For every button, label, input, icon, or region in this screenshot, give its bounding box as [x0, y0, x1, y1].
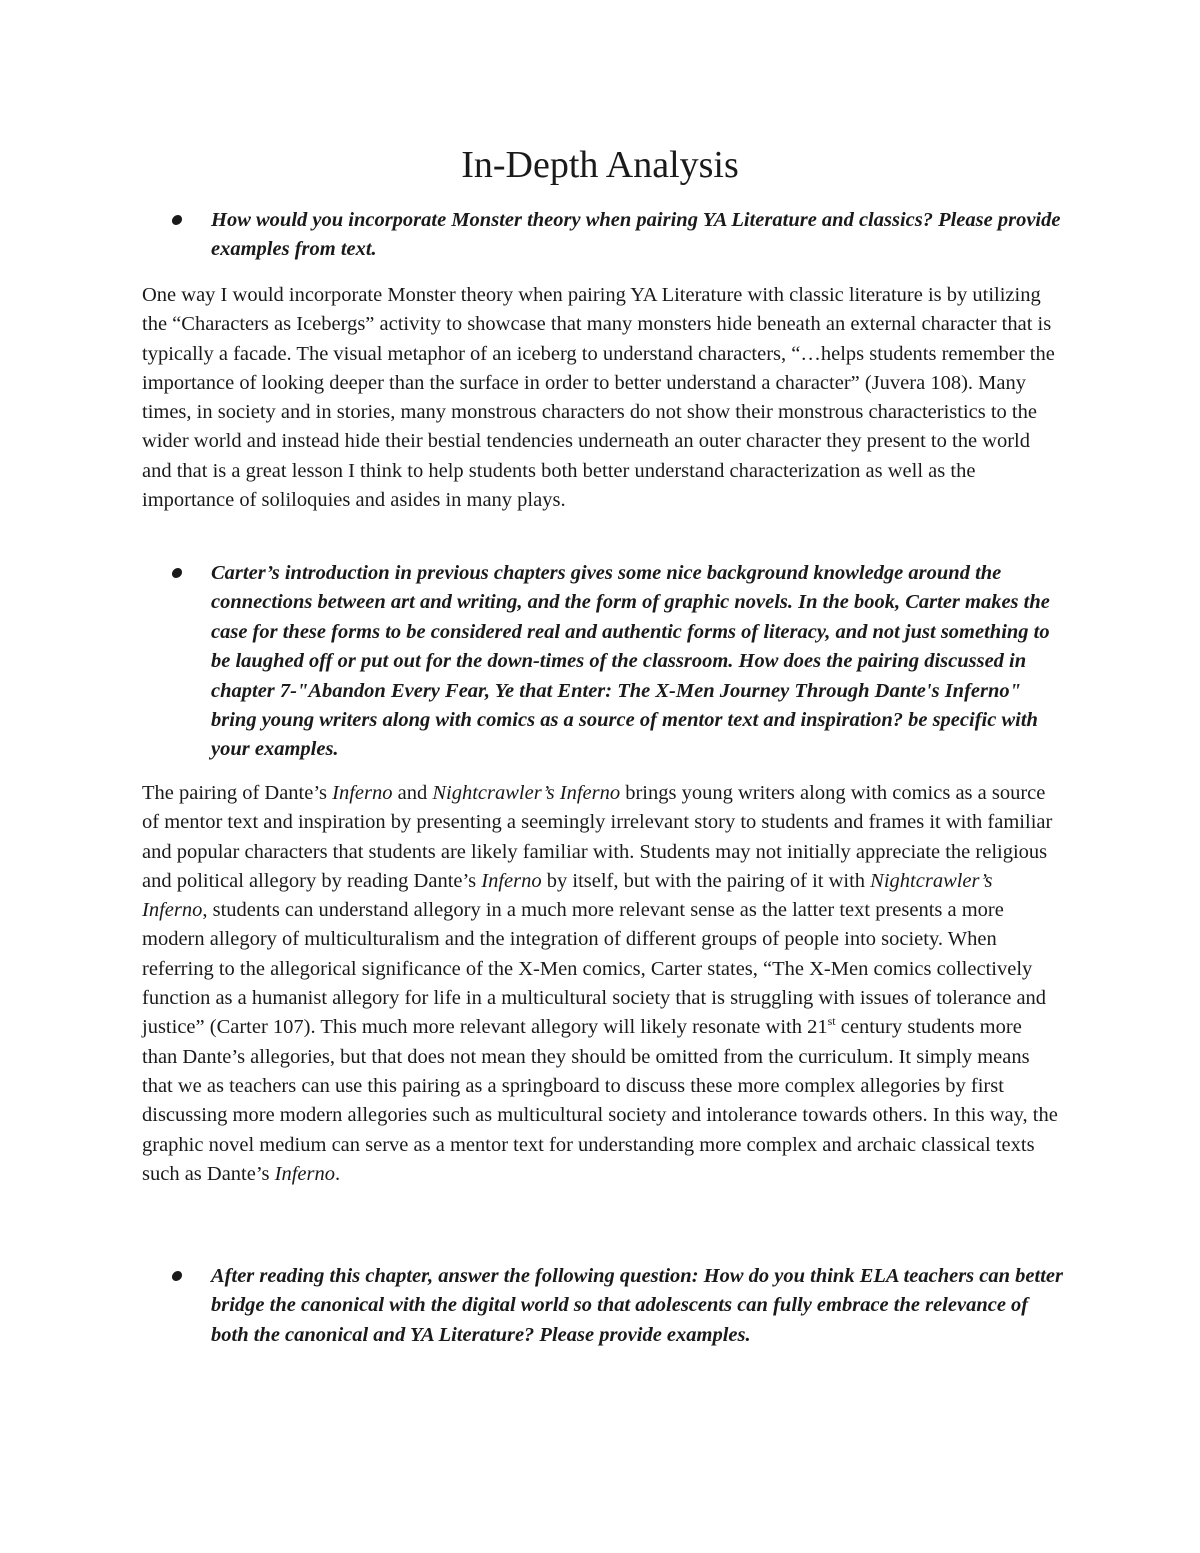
question-3 [176, 1262, 1066, 1350]
book-title-nightcrawlers-inferno: Nightcrawler’s Inferno [142, 869, 993, 922]
answer-2-text: . [335, 1162, 341, 1185]
page-title: In-Depth Analysis [461, 144, 739, 186]
book-title-inferno: Inferno [332, 782, 393, 804]
ordinal-suffix: st [827, 1014, 836, 1029]
question-2 [176, 559, 1066, 765]
answer-2-text: and [392, 782, 433, 804]
book-title-inferno: Inferno [274, 1162, 336, 1185]
answer-2-text: The pairing of Dante’s [142, 782, 333, 804]
answer-2-text: century students more than Dante’s allegories, but that does not mean they should be omitted from the curriculum. It simply means that we as teachers can use this pairing as a springboard to discuss these more complex allegories by first discussing more modern allegories such as multicultural society and intolerance towards others. In this way, the graphic novel medium can serve as a mentor text for understanding more complex and archaic classical texts such as Dante’s [142, 1016, 1058, 1185]
answer-1: One way I would incorporate Monster theory when pairing YA Literature with classic literature is by utilizing the “Characters as Icebergs” activity to showcase that many monsters hide beneath an external character that is typically a facade. The visual metaphor of an iceberg to understand characters, “…helps students remember the importance of looking deeper than the surface in order to better understand a character” (Juvera 108). Many times, in society and in stories, many monstrous characters do not show their monstrous characteristics to the wider world and instead hide their bestial tendencies underneath an outer character they present to the world and that is a great lesson I think to help students both better understand characterization as well as the importance of soliloquies and asides in many plays. [142, 284, 1055, 512]
question-3-text: After reading this chapter, answer the following question: How do you think ELA teachers can better bridge the canonical with the digital world so that adolescents can fully embrace the relevance of both the canonical and YA Literature? Please provide examples. [211, 1265, 1063, 1346]
answer-2-text: by itself, but with the pairing of it with [541, 869, 871, 892]
answer-2-text: brings young writers along with comics as a source of mentor text and inspiration by presenting a seemingly irrelevant story to students and frames it with familiar and popular characters that students are likely familiar with. Students may not initially appreciate the religious and political allegory by reading Dante’s [142, 782, 1053, 892]
answer-2-text: , students can understand allegory in a much more relevant sense as the latter text presents a more modern allegory of multiculturalism and the integration of different groups of people into society. When referring to the allegorical significance of the X-Men comics, Carter states, “The X-Men comics collectively function as a humanist allegory for life in a multicultural society that is struggling with issues of tolerance and justice” (Carter 107). This much more relevant allegory will likely resonate with 21 [142, 899, 1047, 1039]
book-title-nightcrawlers-inferno: Nightcrawler’s Inferno [432, 782, 621, 804]
answer-2 [142, 779, 1062, 1189]
book-title-inferno: Inferno [481, 869, 542, 892]
question-1 [176, 206, 1066, 265]
question-2-text: Carter’s introduction in previous chapters gives some nice background knowledge around the connections between art and writing, and the form of graphic novels. In the book, Carter makes the case for these forms to be considered real and authentic forms of literacy, and not just something to be laughed off or put out for the down-times of the classroom. How does the pairing discussed in chapter 7-"Abandon Every Fear, Ye that Enter: The X-Men Journey Through Dante's Inferno" bring young writers along with comics as a source of mentor text and inspiration? be specific with your examples. [211, 562, 1050, 761]
question-1-text: How would you incorporate Monster theory when pairing YA Literature and classics? Please provide examples from text. [211, 209, 1061, 261]
